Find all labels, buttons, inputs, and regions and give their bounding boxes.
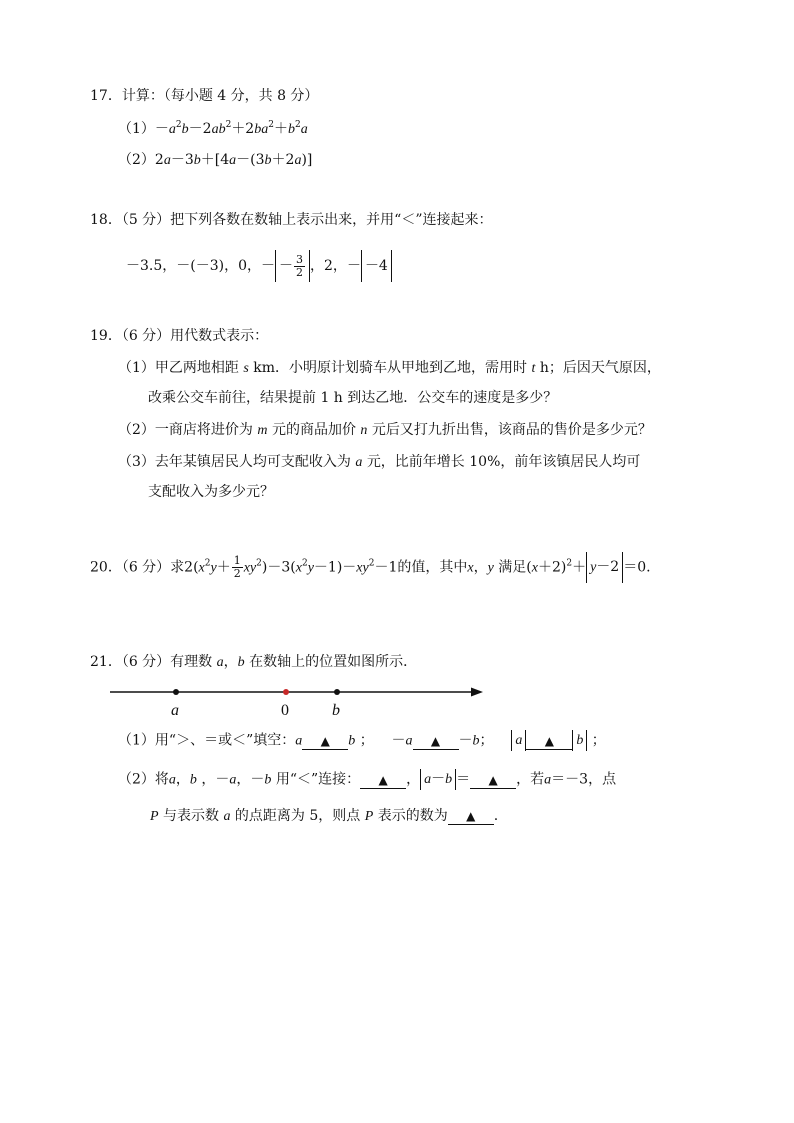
q18-heading: 18．（5 分）把下列各数在数轴上表示出来，并用“＜”连接起来： bbox=[90, 212, 493, 228]
label-a: a bbox=[171, 702, 179, 719]
q19-heading: 19．（6 分）用代数式表示： bbox=[90, 328, 269, 344]
q21-part2-line2: P 与表示数 a 的点距离为 5，则点 P 表示的数为 ▲ . bbox=[150, 808, 499, 824]
blank-1[interactable]: ▲ bbox=[302, 733, 348, 750]
label-zero: 0 bbox=[281, 702, 289, 719]
blank-2[interactable]: ▲ bbox=[413, 733, 459, 750]
blank-5[interactable]: ▲ bbox=[470, 772, 516, 789]
q21-part2-line1: （2）将a，b ，－a，－b 用“＜”连接： ▲ ， a－b ＝ ▲ ，若a＝－3，点 bbox=[118, 769, 616, 791]
q18-numbers: －3.5，－(－3)，0，－ － $\frac{3}{2}$ ，2，－ －4 bbox=[126, 250, 392, 282]
point-origin bbox=[283, 689, 289, 695]
blank-6[interactable]: ▲ bbox=[448, 808, 494, 825]
q19-part3-line1: （3）去年某镇居民人均可支配收入为 a 元，比前年增长 10%，前年该镇居民人均可 bbox=[118, 454, 641, 470]
q21-heading: 21．（6 分）有理数 a，b 在数轴上的位置如图所示． bbox=[90, 654, 418, 670]
point-a bbox=[173, 689, 179, 695]
q19-part3-line2: 支配收入为多少元？ bbox=[148, 484, 274, 500]
blank-4[interactable]: ▲ bbox=[360, 772, 406, 789]
label-b: b bbox=[332, 702, 340, 719]
axis-arrow-icon bbox=[471, 688, 483, 697]
blank-3[interactable]: ▲ bbox=[526, 733, 572, 750]
q21-part1: （1）用“＞、＝或＜”填空：a ▲ b ； －a ▲ －b； a ▲ b ； bbox=[118, 730, 606, 752]
abs-neg-three-halves: － $\frac{3}{2}$ bbox=[275, 250, 310, 282]
q19-part2: （2）一商店将进价为 m 元的商品加价 n 元后又打九折出售，该商品的售价是多少元？ bbox=[118, 422, 652, 438]
q20-question: 20．（6 分）求$2(x^2y+$ $\frac{1}{2}$ $xy^2)-3(x^2y-1)-xy^2-1$的值，其中x，y 满足$(x+2)^2+ y-2 =0$. bbox=[90, 552, 651, 584]
q17-part1: $(1)-a^2b-2ab^2+2ba^2+b^2a$ bbox=[118, 120, 308, 137]
number-line bbox=[105, 680, 495, 720]
q17-part2: （2）2a－3b＋[4a－(3b＋2a)] bbox=[118, 152, 313, 168]
point-b bbox=[334, 689, 340, 695]
q19-part1-line2: 改乘公交车前往，结果提前 1 h 到达乙地．公交车的速度是多少？ bbox=[148, 390, 558, 406]
abs-neg-four: －4 bbox=[361, 250, 392, 282]
q17-heading: 17．计算：（每小题 4 分，共 8 分） bbox=[90, 88, 319, 104]
q19-part1-line1: （1）甲乙两地相距 s km．小明原计划骑车从甲地到乙地，需用时 t h；后因天气原因， bbox=[118, 360, 661, 376]
